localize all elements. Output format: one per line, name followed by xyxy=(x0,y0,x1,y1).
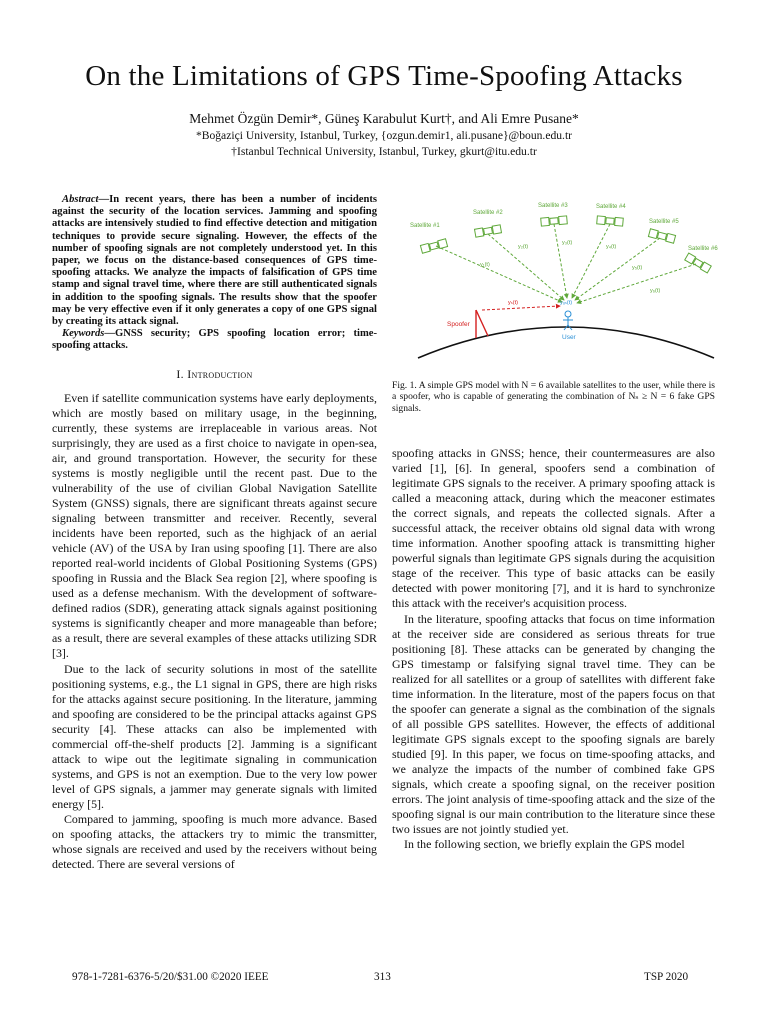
paper-authors: Mehmet Özgün Demir*, Güneş Karabulut Kurt†, and Ali Emre Pusane* xyxy=(189,111,579,126)
spoofer-label: Spoofer xyxy=(447,321,470,328)
signal-line-1 xyxy=(436,246,562,302)
paragraph: Even if satellite communication systems have early deployments, which are mostly based on military usage, in the beginning, currently, these systems are irreplaceable in various areas. Not surprisingly, they are used as a first choice to navigate in open-sea, air, and ground transportation. However, the security for these systems is mostly negligible until the recent past. Due to the vulnerability of the use of civilian Global Navigation Satellite System (GNSS) signals, there are significant threats against secure signaling between transmitter and receiver. Recently, several incidents have been reported, such as the highjack of an aerial vehicle (AV) of the USA by Iran using spoofing [1]. There are also reported real-world incidents of Global Positioning Systems (GPS) spoofing in Russia and the Black Sea region [2], where spoofing is used as a defense mechanism. With the development of software-defined radios (SDR), generating attack signals against positioning systems is significantly cheaper and more manageable than before; as a result, there are several examples of these attacks utilizing SDR [3]. xyxy=(52,390,377,661)
user-signal-label: yᵤₛ(t) xyxy=(560,300,573,306)
satellite-label: Satellite #2 xyxy=(473,210,503,216)
signal-line-4 xyxy=(572,224,610,298)
satellite-icon xyxy=(475,225,502,237)
keywords-text: —GNSS security; GPS spoofing location error; time-spoofing attacks. xyxy=(52,328,377,352)
signal-label: y₅(t) xyxy=(632,265,643,271)
satellite-icon xyxy=(648,229,675,243)
footer-copyright: 978-1-7281-6376-5/20/$31.00 ©2020 IEEE xyxy=(72,971,269,983)
paragraph: In the literature, spoofing attacks that focus on time information at the receiver side are considered as serious threats for true positioning [8]. These attacks can be generated by changing the GPS timestamp or falsifying signal travel time. They can be realized for all satellites or a group of satellites with different fake time information. In the literature, most of the papers focus on that the spoofer can generate a signal as the combination of the signals of all possible GPS satellites. However, the effects of additional legitimate GPS signals except to the spoofing signals are barely studied [9]. In this paper, we focus on time-spoofing attacks, and we analyze the impacts of the number of combined fake GPS signals, which create a spoofing signal, on the receiver position errors. The joint analysis of time-spoofing attack and the size of the spoofing signal is our main contribution to the literature since these two issues are not jointly studied yet. xyxy=(392,611,715,837)
paper-title: On the Limitations of GPS Time-Spoofing Attacks xyxy=(85,60,683,92)
satellite-icon xyxy=(420,239,447,253)
satellite-icon xyxy=(685,253,712,273)
keywords-label: Keywords xyxy=(62,328,105,340)
earth-arc xyxy=(418,327,714,358)
left-column xyxy=(52,194,377,872)
signal-label: y₂(t) xyxy=(518,244,529,250)
paragraph: Due to the lack of security solutions in most of the satellite positioning systems, e.g., the L1 signal in GPS, there are high risks for the attacks against secure positioning. In the literature, jamming and spoofing are considered to be the principal attacks against GPS security [4]. These attacks can also be implemented with commercial off-the-shelf products [2]. Jamming is a significant attack to wipe out the legitimate signaling in communication systems, and GPS is not an exemption. Due to the very low power level of GPS signals, a jammer may generate signals with limited energy [5]. xyxy=(52,661,377,811)
affiliation-2: †Istanbul Technical University, Istanbul, Turkey, gkurt@itu.edu.tr xyxy=(231,145,537,158)
spoofer-icon xyxy=(476,310,488,338)
figure-caption: Fig. 1. A simple GPS model with N = 6 available satellites to the user, while there is a spoofer, who is capable of generating the combination of Nₛ ≥ N = 6 fake GPS signals. xyxy=(392,380,715,414)
signal-label: y₁(t) xyxy=(480,262,490,268)
affiliation-1: *Boğaziçi University, Istanbul, Turkey, {ozgun.demir1, ali.pusane}@boun.edu.tr xyxy=(195,129,573,142)
signal-line-3 xyxy=(554,224,567,298)
keywords xyxy=(52,328,377,352)
gps-model-figure xyxy=(396,196,722,366)
signal-label: y₆(t) xyxy=(650,288,661,294)
paragraph: spoofing attacks in GNSS; hence, their countermeasures are also varied [1], [6]. In general, spoofers send a combination of legitimate GPS signals to the receiver. A primary spoofing attack is called a meaconing attack, during which the meaconer estimates the correct signals, and repeats the collected signals. After a successful attack, the receiver obtains old signal data with wrong time information. Another spoofing attack is transmitting higher powerful signals than legitimate GPS signals during the acquisition stage of the receiver. This type of basic attacks can be easily detected with power monitoring [7], and it is hard to synchronize this attack with the receiver's acquisition process. xyxy=(392,446,715,611)
spoofer-signal-label: yₛ(t) xyxy=(508,300,518,306)
satellite-label: Satellite #4 xyxy=(596,204,626,210)
abstract xyxy=(52,194,377,328)
paragraph: In the following section, we briefly explain the GPS model xyxy=(404,837,685,852)
footer-conference: TSP 2020 xyxy=(644,971,689,983)
page-number: 313 xyxy=(374,971,391,983)
abstract-text: —In recent years, there has been a number of incidents against the security of the location services. Jamming and spoofing attacks are intensively studied to find effective detection and mitigation techniques to provide secure signaling. However, the effects of the number of spoofing signals are not completely understood yet. In this paper, we focus on the distance-based consequences of GPS time-spoofing attacks. We analyze the impacts of falsification of GPS time stamp and signal travel time, where there are still authenticated signals in addition to the spoofing signals. The results show that the spoofer may be very effective even if it only generates a copy of one GPS signal by creating its attack signal. xyxy=(52,194,377,328)
satellite-label: Satellite #1 xyxy=(410,223,440,229)
user-label: User xyxy=(562,334,576,341)
section-title: Introduction xyxy=(187,366,253,381)
abstract-label: Abstract xyxy=(62,194,99,205)
signal-line-5 xyxy=(575,238,660,300)
signal-label: y₄(t) xyxy=(606,244,617,250)
section-numeral: I. xyxy=(176,366,184,381)
section-heading xyxy=(52,367,377,382)
satellite-label: Satellite #5 xyxy=(649,219,679,225)
satellite-label: Satellite #6 xyxy=(688,246,718,252)
satellite-label: Satellite #3 xyxy=(538,203,568,209)
spoofer-signal-line xyxy=(482,306,560,310)
signal-label: y₃(t) xyxy=(562,240,573,246)
paragraph: Compared to jamming, spoofing is much more advance. Based on spoofing attacks, the attackers try to mimic the transmitter, whose signals are received and used by the receivers without being detected. There are several versions of xyxy=(52,812,377,872)
right-column xyxy=(392,446,715,852)
